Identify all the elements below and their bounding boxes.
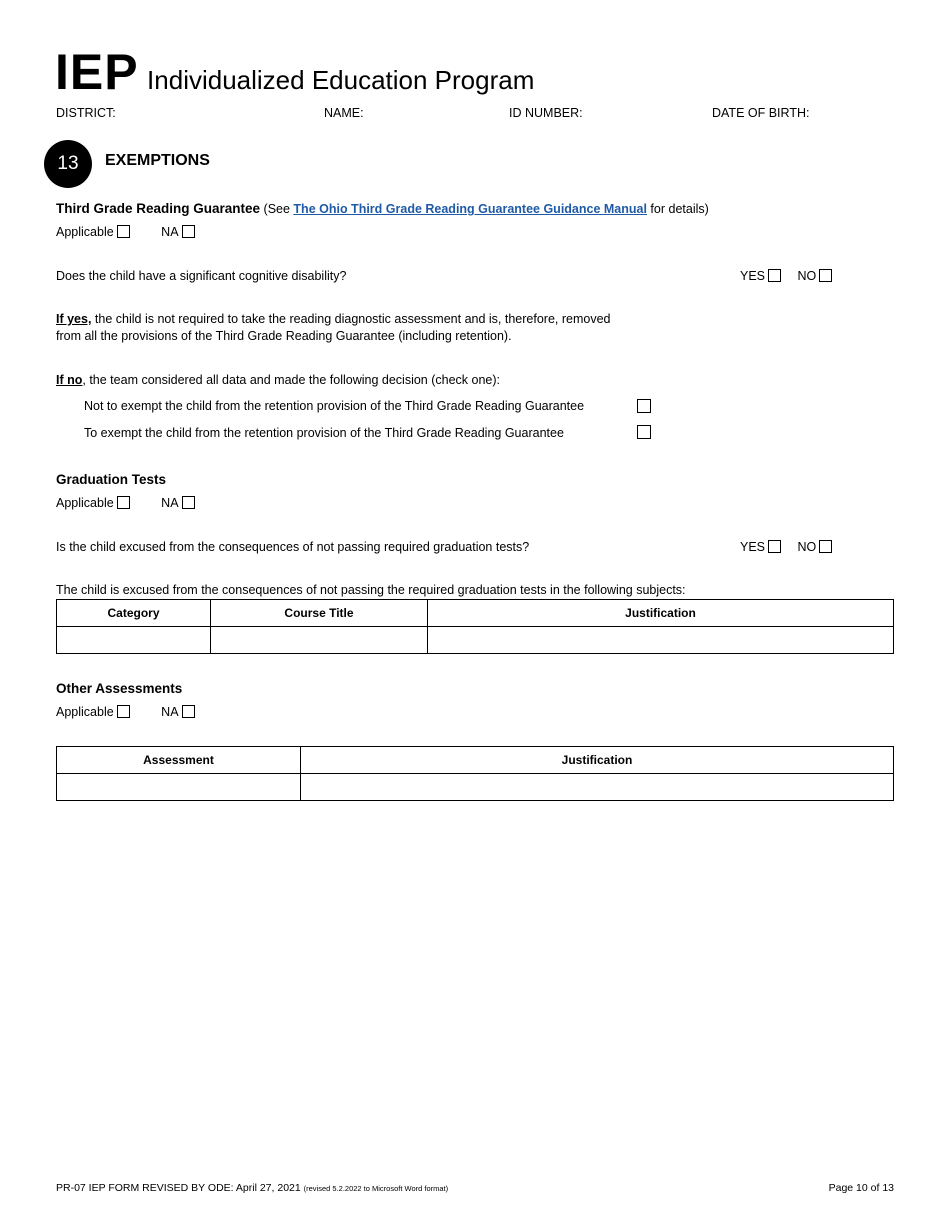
other-assessments-table [56, 746, 894, 801]
na-label: NA [161, 705, 179, 719]
page-title: Individualized Education Program [147, 65, 535, 95]
yes-label: YES [740, 269, 766, 283]
na-label: NA [161, 225, 179, 239]
if-no-text: , the team considered all data and made the following decision (check one): [82, 373, 500, 387]
revision-note: (revised 5.2.2022 to Microsoft Word format) [303, 1184, 449, 1193]
option-not-exempt-label: Not to exempt the child from the retention provision of the Third Grade Reading Guarantee [84, 399, 585, 413]
column-category: Category [57, 600, 211, 627]
third-grade-applicability [56, 224, 195, 240]
cognitive-disability-yes-checkbox[interactable] [768, 269, 781, 282]
other-applicability [56, 704, 195, 720]
other-na-checkbox[interactable] [182, 705, 195, 718]
cognitive-disability-question: Does the child have a significant cognitive disability? [56, 269, 347, 283]
cognitive-disability-no-checkbox[interactable] [819, 269, 832, 282]
applicable-label: Applicable [56, 705, 114, 719]
yes-label: YES [740, 540, 766, 554]
if-no-paragraph [56, 372, 500, 388]
name-label: NAME: [324, 106, 364, 120]
option-exempt-checkbox[interactable] [637, 425, 651, 439]
graduation-na-checkbox[interactable] [182, 496, 195, 509]
section-number-badge [44, 140, 92, 188]
category-cell[interactable] [57, 627, 211, 654]
applicable-label: Applicable [56, 225, 114, 239]
option-not-exempt-checkbox[interactable] [637, 399, 651, 413]
third-grade-na-checkbox[interactable] [182, 225, 195, 238]
column-justification: Justification [428, 600, 894, 627]
column-justification: Justification [301, 747, 894, 774]
page-number: Page 10 of 13 [828, 1182, 894, 1194]
footer-form-id [56, 1182, 448, 1194]
graduation-no-checkbox[interactable] [819, 540, 832, 553]
if-yes-paragraph-line2: from all the provisions of the Third Grade Reading Guarantee (including retention). [56, 329, 512, 343]
column-course-title: Course Title [211, 600, 428, 627]
if-yes-paragraph-line1 [56, 311, 610, 327]
graduation-answers [740, 539, 832, 555]
see-prefix: (See [263, 202, 294, 216]
graduation-tests-heading: Graduation Tests [56, 472, 167, 487]
column-assessment: Assessment [57, 747, 301, 774]
graduation-yes-checkbox[interactable] [768, 540, 781, 553]
table-row [57, 774, 894, 801]
graduation-applicability [56, 495, 195, 511]
graduation-question: Is the child excused from the consequences of not passing required graduation tests? [56, 540, 530, 554]
table-header-row [57, 600, 894, 627]
iep-logo: IEP [55, 44, 139, 100]
section-title: EXEMPTIONS [105, 152, 210, 169]
table-header-row [57, 747, 894, 774]
course-title-cell[interactable] [211, 627, 428, 654]
if-yes-text: the child is not required to take the reading diagnostic assessment and is, therefore, removed [91, 312, 611, 326]
district-label: DISTRICT: [56, 106, 116, 120]
na-label: NA [161, 496, 179, 510]
form-revision: PR-07 IEP FORM REVISED BY ODE: April 27, 2021 [56, 1182, 301, 1194]
no-label: NO [797, 540, 817, 554]
page-header [55, 42, 534, 110]
third-grade-applicable-checkbox[interactable] [117, 225, 130, 238]
third-grade-heading: Third Grade Reading Guarantee [56, 201, 261, 216]
graduation-applicable-checkbox[interactable] [117, 496, 130, 509]
graduation-table-intro: The child is excused from the consequences of not passing the required graduation tests in the following subjects: [56, 583, 686, 597]
applicable-label: Applicable [56, 496, 114, 510]
cognitive-disability-answers [740, 268, 832, 284]
table-row [57, 627, 894, 654]
other-applicable-checkbox[interactable] [117, 705, 130, 718]
option-exempt-label: To exempt the child from the retention provision of the Third Grade Reading Guarantee [84, 426, 564, 440]
graduation-subjects-table [56, 599, 894, 654]
section-number: 13 [57, 153, 79, 174]
third-grade-heading-line [56, 201, 709, 217]
justification-cell[interactable] [428, 627, 894, 654]
if-no-lead: If no [56, 373, 83, 387]
id-number-label: ID NUMBER: [509, 106, 583, 120]
guidance-manual-link[interactable]: The Ohio Third Grade Reading Guarantee Guidance Manual [293, 202, 647, 216]
see-suffix: for details) [646, 202, 709, 216]
date-of-birth-label: DATE OF BIRTH: [712, 106, 810, 120]
if-yes-lead: If yes, [56, 312, 92, 326]
justification-cell[interactable] [301, 774, 894, 801]
other-assessments-heading: Other Assessments [56, 681, 183, 696]
no-label: NO [797, 269, 817, 283]
assessment-cell[interactable] [57, 774, 301, 801]
